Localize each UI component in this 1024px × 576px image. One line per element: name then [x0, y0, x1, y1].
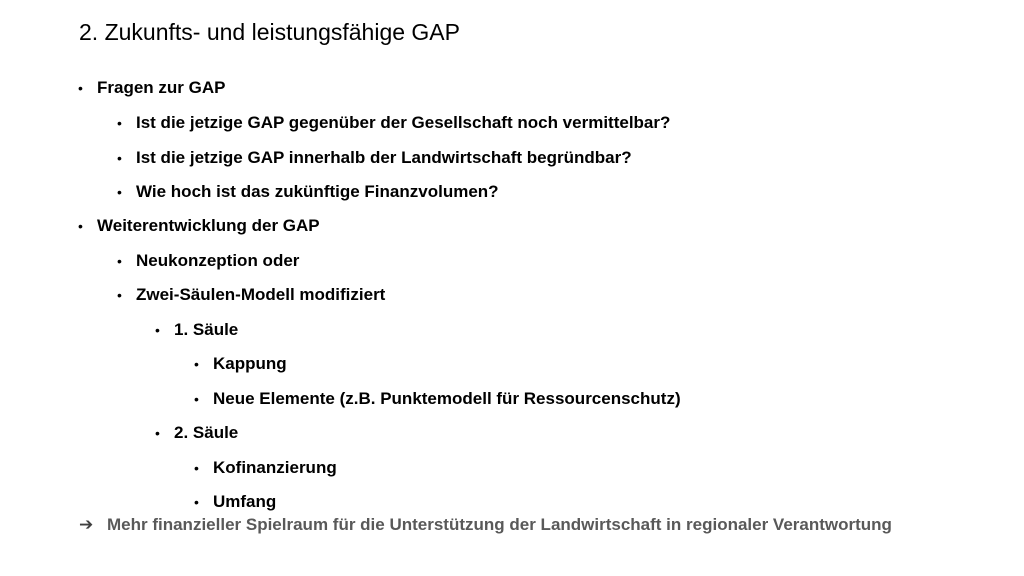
conclusion-text: Mehr finanzieller Spielraum für die Unterstützung der Landwirtschaft in regionaler Verantwortung: [107, 515, 892, 534]
bullet-icon: •: [117, 184, 122, 200]
bullet-icon: •: [117, 150, 122, 166]
bullet-item: [117, 251, 300, 271]
bullet-item: [194, 354, 287, 374]
bullet-item: [155, 423, 239, 443]
bullet-item: [194, 458, 337, 478]
bullet-icon: •: [78, 80, 83, 96]
bullet-text: Neue Elemente (z.B. Punktemodell für Ressourcenschutz): [213, 389, 681, 408]
bullet-icon: •: [155, 425, 160, 441]
bullet-icon: •: [194, 356, 199, 372]
bullet-item: [78, 216, 320, 236]
bullet-text: Ist die jetzige GAP gegenüber der Gesellschaft noch vermittelbar?: [136, 113, 671, 132]
bullet-item: [117, 285, 386, 305]
bullet-icon: •: [117, 253, 122, 269]
bullet-text: Wie hoch ist das zukünftige Finanzvolumen?: [136, 182, 499, 201]
bullet-item: [117, 148, 632, 168]
bullet-text: 2. Säule: [174, 423, 239, 442]
bullet-item: [194, 492, 277, 512]
bullet-icon: •: [194, 460, 199, 476]
bullet-text: Ist die jetzige GAP innerhalb der Landwirtschaft begründbar?: [136, 148, 632, 167]
bullet-text: Weiterentwicklung der GAP: [97, 216, 320, 235]
bullet-icon: •: [117, 115, 122, 131]
bullet-item: [117, 113, 671, 133]
bullet-text: 1. Säule: [174, 320, 239, 339]
bullet-item: [155, 320, 239, 340]
bullet-icon: •: [78, 218, 83, 234]
slide-title: 2. Zukunfts- und leistungsfähige GAP: [79, 19, 460, 45]
bullet-item: [117, 182, 499, 202]
bullet-icon: •: [117, 287, 122, 303]
bullet-icon: •: [194, 494, 199, 510]
bullet-item: [78, 78, 226, 98]
bullet-text: Umfang: [213, 492, 277, 511]
bullet-text: Fragen zur GAP: [97, 78, 226, 97]
bullet-icon: •: [155, 322, 160, 338]
bullet-text: Kappung: [213, 354, 287, 373]
bullet-item: [194, 389, 681, 409]
bullet-text: Neukonzeption oder: [136, 251, 300, 270]
bullet-text: Kofinanzierung: [213, 458, 337, 477]
arrow-right-icon: ➔: [79, 515, 94, 534]
bullet-icon: •: [194, 391, 199, 407]
bullet-text: Zwei-Säulen-Modell modifiziert: [136, 285, 386, 304]
